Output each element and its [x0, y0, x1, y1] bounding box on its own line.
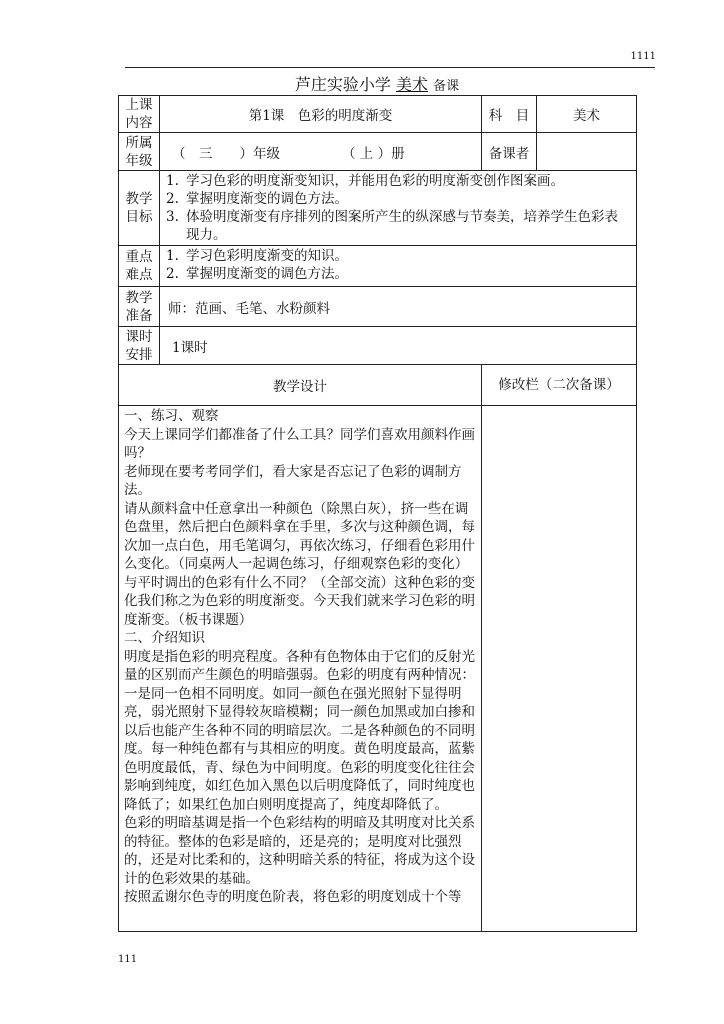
grade-label: 所属年级: [119, 133, 160, 171]
preparer-value: [537, 133, 637, 171]
grade-year: （ 三 ）年级: [172, 145, 280, 162]
goal-item: 3. 体验明度渐变有序排列的图案所产生的纵深感与节奏美，培养学生色彩表现力。: [166, 209, 618, 243]
school-name: 芦庄实验小学: [294, 75, 391, 94]
key-point-item: 2. 掌握明度渐变的调色方法。: [166, 266, 348, 282]
row-goals: [119, 171, 637, 246]
row-design-header: [119, 365, 637, 406]
row-grade: [119, 133, 637, 171]
topic-label: 上课内容: [119, 96, 160, 133]
design-paragraph: 一、练习、观察: [124, 408, 219, 424]
subject-name: 美术: [395, 75, 428, 94]
row-design-body: [119, 406, 637, 932]
footer-page-number: 111: [118, 954, 138, 965]
design-paragraph: 老师现在要考考同学们，看大家是否忘记了色彩的调制方法。: [124, 463, 462, 498]
key-points-label: 重点难点: [119, 246, 160, 287]
goal-item: 1. 学习色彩的明度渐变知识，并能用色彩的明度渐变创作图案画。: [166, 173, 564, 189]
row-key-points: [119, 246, 637, 287]
revision-header: 修改栏（二次备课）: [482, 365, 637, 406]
goal-item: 2. 掌握明度渐变的调色方法。: [166, 191, 348, 207]
key-points-list: [160, 246, 637, 287]
design-header: 教学设计: [119, 365, 482, 406]
page-title: [118, 75, 636, 97]
prep-label: 教学准备: [119, 287, 160, 327]
title-suffix: 备课: [433, 79, 460, 94]
header-rule: [125, 67, 655, 68]
row-hours: [119, 327, 637, 365]
design-paragraph: 二、介绍知识: [124, 630, 205, 646]
design-content: [119, 406, 482, 932]
lesson-plan-table: [118, 95, 637, 932]
topic-value: 第1课 色彩的明度渐变: [160, 96, 482, 133]
design-paragraph: 明度是指色彩的明亮程度。各种有色物体由于它们的反射光量的区别而产生颜色的明暗强弱。色彩的明度有两种情况：一是同一色相不同明度。如同一颜色在强光照射下显得明亮，弱光照射下显得较灰暗模糊；同一颜色加黑或加白掺和以后也能产生各种不同的明暗层次。二是各种颜色的不同明度。每一种纯色都有与其相应的明度。黄色明度最高，蓝紫色明度最低，青、绿色为中间明度。色彩的明度变化往往会影响到纯度，如红色加入黑色以后明度降低了，同时纯度也降低了；如果红色加白则明度提高了，纯度却降低了。: [124, 648, 475, 813]
revision-content: [482, 406, 637, 932]
design-paragraph: 色彩的明暗基调是指一个色彩结构的明暗及其明度对比关系的特征。整体的色彩是暗的，还是亮的；是明度对比强烈的，还是对比柔和的，这种明暗关系的特征，将成为这个设计的色彩效果的基础。: [124, 815, 475, 887]
row-topic: [119, 96, 637, 133]
grade-volume: （ 上 ）册: [342, 145, 405, 162]
preparer-label: 备课者: [482, 133, 537, 171]
row-prep: [119, 287, 637, 327]
subject-label: 科 目: [482, 96, 537, 133]
hours-value: 1课时: [160, 327, 637, 365]
design-paragraph: 请从颜料盒中任意拿出一种颜色（除黑白灰），挤一些在调色盘里，然后把白色颜料拿在手里，多次与这种颜色调，每次加一点白色，用毛笔调匀，再依次练习，仔细看色彩用什么变化。（同桌两人一起调色练习，仔细观察色彩的变化）与平时调出的色彩有什么不同？（全部交流）这种色彩的变化我们称之为色彩的明度渐变。今天我们就来学习色彩的明度渐变。（板书课题）: [124, 500, 475, 628]
hours-label: 课时安排: [119, 327, 160, 365]
goals-label: 教学目标: [119, 171, 160, 246]
header-page-number: 1111: [630, 51, 656, 62]
goals-list: [160, 171, 637, 246]
prep-value: 师：范画、毛笔、水粉颜料: [160, 287, 637, 327]
key-point-item: 1. 学习色彩明度渐变的知识。: [166, 248, 348, 264]
design-paragraph: 今天上课同学们都准备了什么工具？同学们喜欢用颜料作画吗？: [124, 426, 475, 461]
design-paragraph: 按照孟谢尔色寺的明度色阶表，将色彩的明度划成十个等: [124, 889, 462, 905]
subject-value: 美术: [537, 96, 637, 133]
grade-value: [160, 133, 482, 171]
